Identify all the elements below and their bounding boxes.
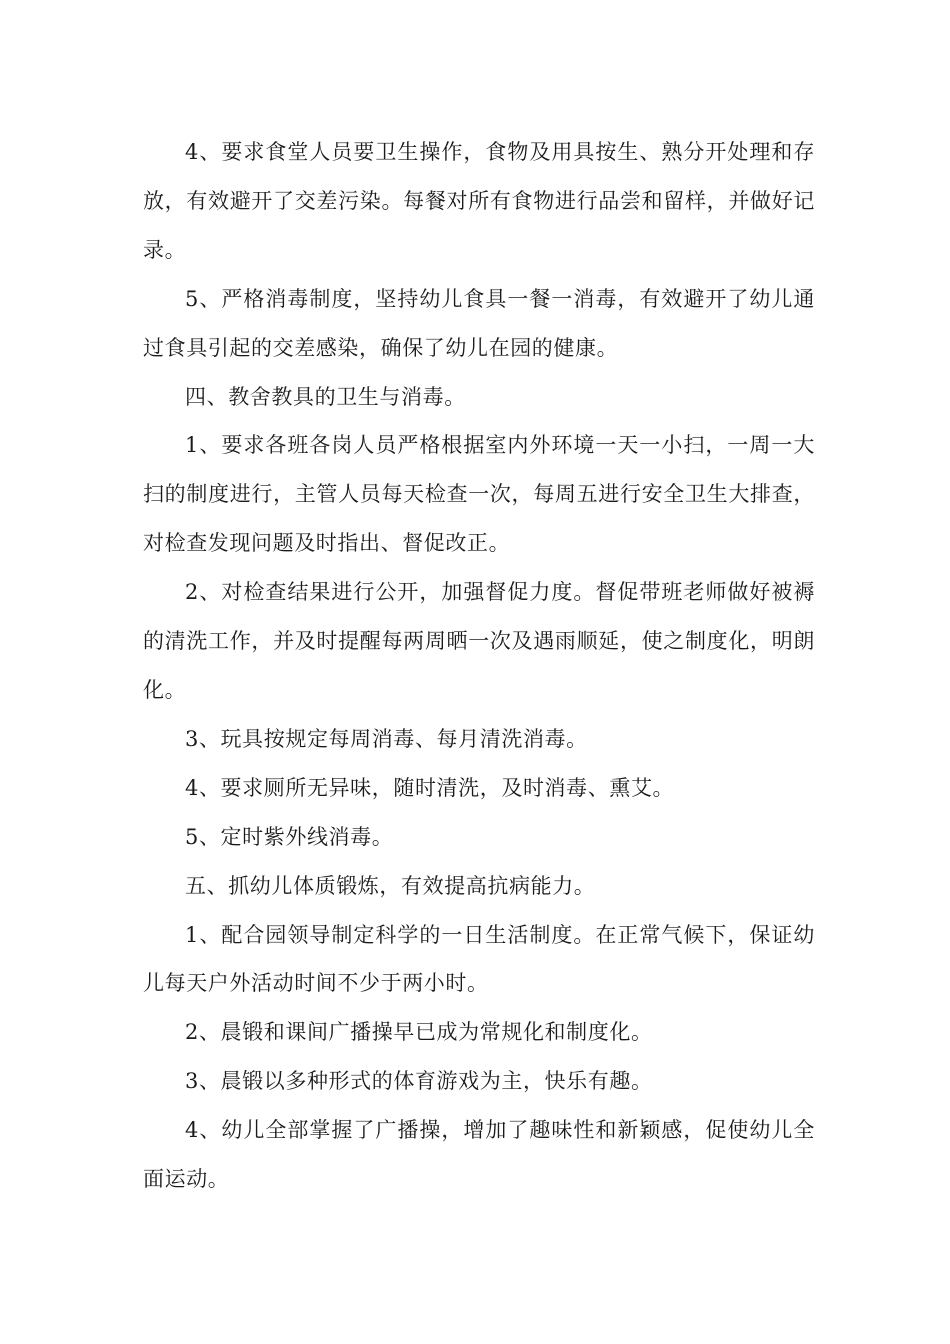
paragraph: 3、晨锻以多种形式的体育游戏为主，快乐有趣。 [185, 1069, 653, 1094]
section-heading: 四、教舍教具的卫生与消毒。 [185, 384, 466, 409]
paragraph: 1、要求各班各岗人员严格根据室内外环境一天一小扫，一周一大扫的制度进行，主管人员每天检查一次，每周五进行安全卫生大排查，对检查发现问题及时指出、督促改正。 [143, 433, 815, 556]
paragraph: 5、定时紫外线消毒。 [185, 824, 394, 849]
paragraph: 2、对检查结果进行公开，加强督促力度。督促带班老师做好被褥的清洗工作，并及时提醒每两周晒一次及遇雨顺延，使之制度化，明朗化。 [143, 580, 815, 702]
paragraph: 4、幼儿全部掌握了广播操，增加了趣味性和新颖感，促使幼儿全面运动。 [143, 1118, 815, 1192]
paragraph: 2、晨锻和课间广播操早已成为常规化和制度化。 [185, 1020, 653, 1045]
paragraph: 4、要求食堂人员要卫生操作，食物及用具按生、熟分开处理和存放，有效避开了交差污染。每餐对所有食物进行品尝和留样，并做好记录。 [143, 140, 815, 262]
document-body [143, 128, 815, 1204]
paragraph: 4、要求厕所无异味，随时清洗，及时消毒、熏艾。 [185, 775, 675, 800]
paragraph: 3、玩具按规定每周消毒、每月清洗消毒。 [185, 726, 588, 751]
paragraph: 5、严格消毒制度，坚持幼儿食具一餐一消毒，有效避开了幼儿通过食具引起的交差感染，确保了幼儿在园的健康。 [143, 286, 815, 360]
paragraph: 1、配合园领导制定科学的一日生活制度。在正常气候下，保证幼儿每天户外活动时间不少于两小时。 [143, 922, 815, 996]
section-heading: 五、抓幼儿体质锻炼，有效提高抗病能力。 [185, 873, 596, 898]
